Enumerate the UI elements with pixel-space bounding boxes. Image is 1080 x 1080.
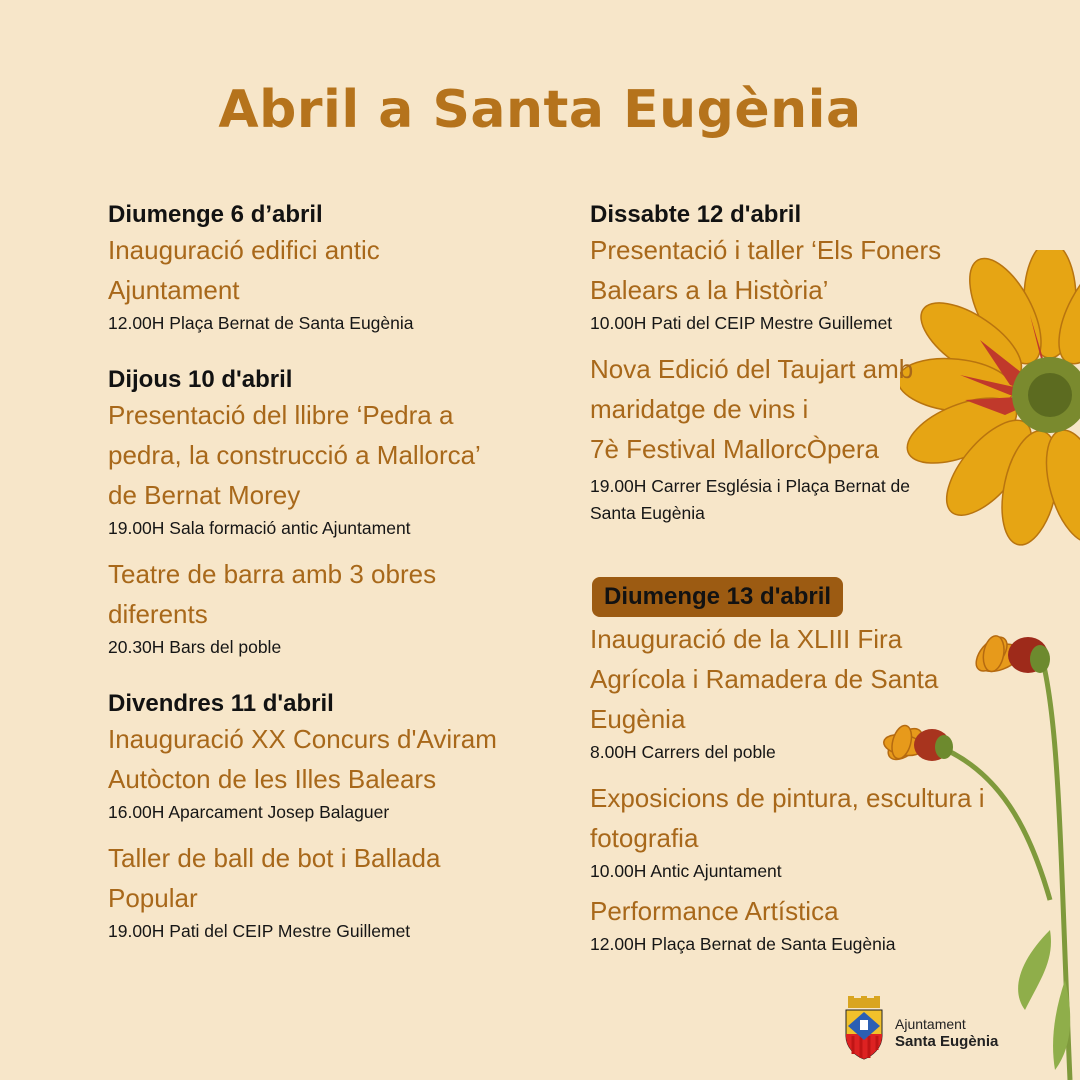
event-info: 19.00H Sala formació antic Ajuntament <box>108 518 411 538</box>
event-title-line: Inauguració XX Concurs d'Aviram <box>108 724 497 754</box>
day-group <box>108 365 548 661</box>
event-title <box>590 349 1030 469</box>
event-title-line: Eugènia <box>590 704 686 734</box>
event-title <box>590 230 1030 310</box>
event-title-line: Autòcton de les Illes Balears <box>108 764 437 794</box>
event-title-line: Nova Edició del Taujart amb <box>590 354 914 384</box>
event-title-line: Agrícola i Ramadera de Santa <box>590 664 939 694</box>
day-heading: Divendres 11 d'abril <box>108 690 334 717</box>
coat-of-arms-icon <box>842 996 886 1060</box>
logo-line1: Ajuntament <box>895 1016 966 1032</box>
event-title-line: diferents <box>108 599 208 629</box>
event-title-line: Exposicions de pintura, escultura i <box>590 783 985 813</box>
event-title-line: Taller de ball de bot i Ballada <box>108 843 441 873</box>
event-title-line: Inauguració edifici antic <box>108 235 380 265</box>
event-info: 20.30H Bars del poble <box>108 637 282 657</box>
event-title-line: maridatge de vins i <box>590 394 809 424</box>
day-heading-highlighted: Diumenge 13 d'abril <box>592 577 843 617</box>
left-column <box>108 200 548 945</box>
event-info: 19.00H Pati del CEIP Mestre Guillemet <box>108 921 411 941</box>
event-title-line: Balears a la Història’ <box>590 275 829 305</box>
event-title <box>590 619 1030 739</box>
event-title-line: fotografia <box>590 823 699 853</box>
event-title-line: 7è Festival MallorcÒpera <box>590 434 879 464</box>
day-heading: Diumenge 6 d’abril <box>108 201 323 228</box>
day-group <box>108 689 548 945</box>
event-title-line: Teatre de barra amb 3 obres <box>108 559 437 589</box>
event-title-line: pedra, la construcció a Mallorca’ <box>108 440 481 470</box>
event-title-line: Inauguració de la XLIII Fira <box>590 624 903 654</box>
event-info: 12.00H Plaça Bernat de Santa Eugènia <box>590 934 896 954</box>
page-title: Abril a Santa Eugènia <box>218 80 862 140</box>
event-title-line: Popular <box>108 883 198 913</box>
day-heading: Dissabte 12 d'abril <box>590 201 802 228</box>
event-info: 16.00H Aparcament Josep Balaguer <box>108 802 390 822</box>
event-title <box>590 891 1030 931</box>
event-title <box>108 395 548 515</box>
event-title <box>108 838 548 918</box>
event-title-line: de Bernat Morey <box>108 480 301 510</box>
event-title-line: Performance Artística <box>590 896 839 926</box>
event-info: 8.00H Carrers del poble <box>590 742 776 762</box>
event-title <box>590 778 1030 858</box>
event-info: 10.00H Pati del CEIP Mestre Guillemet <box>590 313 893 333</box>
day-group <box>108 200 548 337</box>
event-info: 12.00H Plaça Bernat de Santa Eugènia <box>108 313 414 333</box>
day-heading: Dijous 10 d'abril <box>108 366 293 393</box>
event-title <box>108 554 548 634</box>
event-title <box>108 719 548 799</box>
event-info-line: 19.00H Carrer Església i Plaça Bernat de <box>590 476 911 496</box>
right-column <box>590 200 1030 958</box>
event-info: 10.00H Antic Ajuntament <box>590 861 782 881</box>
day-group <box>590 577 1030 958</box>
day-group <box>590 200 1030 527</box>
ajuntament-logo <box>842 996 1042 1060</box>
event-title-line: Presentació del llibre ‘Pedra a <box>108 400 454 430</box>
event-info-line: Santa Eugènia <box>590 503 705 523</box>
logo-line2: Santa Eugènia <box>895 1033 999 1050</box>
event-info <box>590 473 1030 527</box>
event-title <box>108 230 548 310</box>
event-title-line: Ajuntament <box>108 275 240 305</box>
event-title-line: Presentació i taller ‘Els Foners <box>590 235 942 265</box>
